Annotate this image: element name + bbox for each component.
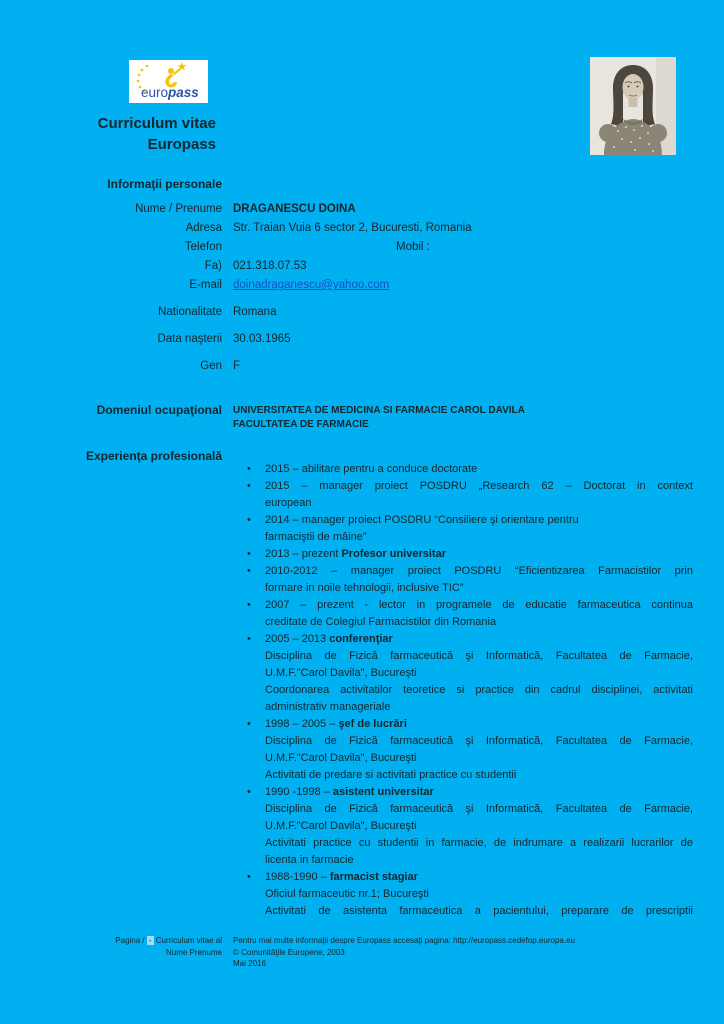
- footer-right: [233, 935, 704, 970]
- personal-row: [0, 279, 694, 292]
- field-value: [233, 360, 694, 373]
- field-value: [233, 260, 694, 273]
- experience-line: Activitati practice cu studentii in farmacie, de indrumare a realizarii lucrarilor de: [265, 837, 693, 849]
- personal-row: [0, 260, 694, 273]
- experience-line: U.M.F."Carol Davila", Bucureşti: [265, 667, 417, 679]
- page-number-field: -: [148, 936, 152, 945]
- personal-row: [0, 333, 694, 346]
- experience-line: farmaciştii de mâine”: [265, 531, 367, 543]
- experience-item: [230, 631, 693, 716]
- email-link[interactable]: doinadraganescu@yahoo.com: [233, 279, 390, 291]
- field-label: Adresa: [185, 222, 222, 234]
- occupational-line2: FACULTATEA DE FARMACIE: [233, 419, 369, 430]
- experience-line: Activitati de predare si activitati practice cu studentii: [265, 769, 517, 781]
- field-label: Gen: [200, 360, 222, 372]
- personal-rows: [0, 203, 694, 379]
- experience-item: [230, 563, 693, 597]
- experience-line: Disciplina de Fizică farmaceutică şi Informatică, Facultatea de Farmacie,: [265, 735, 693, 747]
- experience-line: • 2010-2012 – manager proiect POSDRU “Eficientizarea Farmacistilor prin: [265, 565, 693, 577]
- experience-line: • 1998 – 2005 – şef de lucrări: [265, 718, 407, 730]
- field-value-text: 021.318.07.53: [233, 260, 307, 272]
- personal-row: [0, 222, 694, 235]
- field-value: [233, 203, 694, 216]
- footer-copyright-line: © Comunităţile Europene, 2003: [233, 947, 345, 957]
- experience-line: • 1988-1990 – farmacist stagiar: [265, 871, 418, 883]
- occupational-value: [233, 404, 525, 432]
- europass-logo-graphic: [129, 60, 208, 103]
- portrait-photo: [590, 57, 676, 155]
- field-value: [233, 222, 694, 235]
- field-value: [233, 333, 694, 346]
- footer-name-line: Nume Prenume: [165, 947, 222, 957]
- experience-line: • 2015 – manager proiect POSDRU „Research 62 – Doctorat in context: [265, 480, 693, 492]
- field-value-text: DRAGANESCU DOINA: [233, 203, 356, 215]
- experience-line: formare in noile tehnologii, inclusive TIC”: [265, 582, 464, 594]
- experience-line: creditate de Colegiul Farmacistilor din Romania: [265, 616, 497, 628]
- experience-line: U.M.F."Carol Davila", Bucureşti: [265, 820, 417, 832]
- experience-line: Coordonarea activitatilor teoretice si practice din cadrul disciplinei, activitati: [265, 684, 693, 696]
- footer-info-line: Pentru mai multe informaţii despre Europass accesaţi pagina: http://europass.cedefop.europa.eu: [233, 936, 575, 945]
- experience-line: Disciplina de Fizică farmaceutică şi Informatică, Facultatea de Farmacie,: [265, 650, 693, 662]
- europass-logo: [129, 60, 208, 103]
- experience-line: administrativ manageriale: [265, 701, 391, 713]
- field-label: Telefon: [184, 241, 222, 253]
- experience-item: [230, 546, 693, 563]
- field-label: Nationalitate: [158, 306, 222, 318]
- experience-line: U.M.F."Carol Davila", Bucureşti: [265, 752, 417, 764]
- field-value-text: 30.03.1965: [233, 333, 291, 345]
- field-label: Fa): [204, 260, 222, 272]
- field-label: Nume / Prenume: [135, 203, 222, 215]
- experience-line: • 2007 – prezent - lector in programele de educatie farmaceutica continua: [265, 599, 693, 611]
- footer-date-line: Mai 2016: [233, 959, 266, 968]
- field-value: [233, 241, 694, 254]
- portrait-photo-graphic: [590, 57, 676, 155]
- experience-item: [230, 716, 693, 784]
- experience-line: european: [265, 497, 312, 509]
- field-value: [233, 279, 694, 292]
- field-value-text: Romana: [233, 306, 277, 318]
- experience-line: Disciplina de Fizică farmaceutică şi Informatică, Facultatea de Farmacie,: [265, 803, 693, 815]
- field-label: Data naşterii: [157, 333, 222, 345]
- section-heading-experience: Experienţa profesională: [85, 449, 222, 463]
- page-title-line2: Europass: [147, 136, 216, 153]
- footer-left: [0, 935, 222, 958]
- footer-page-line: Pagina / - Curriculum vitae al: [115, 936, 222, 945]
- experience-item: [230, 784, 693, 869]
- experience-line: • 2014 – manager proiect POSDRU “Consiliere şi orientare pentru: [265, 514, 579, 526]
- experience-line: • 2013 – prezent Profesor universitar: [265, 548, 446, 560]
- experience-line: • 1990 -1998 – asistent universitar: [265, 786, 434, 798]
- personal-row: [0, 360, 694, 373]
- experience-item: [230, 597, 693, 631]
- experience-line: Oficiul farmaceutic nr.1; Bucureşti: [265, 888, 429, 900]
- personal-row: [0, 203, 694, 216]
- experience-line: Activitati de asistenta farmaceutica a pacientului, preparare de prescriptii: [265, 905, 693, 917]
- experience-item: [230, 478, 693, 512]
- experience-item: [230, 461, 693, 478]
- experience-list: [230, 461, 693, 920]
- experience-item: [230, 512, 693, 546]
- experience-line: licenta in farmacie: [265, 854, 354, 866]
- page-title: [0, 113, 216, 155]
- field-value: [233, 306, 694, 319]
- section-heading-occupational: Domeniul ocupaţional: [96, 403, 222, 417]
- field-label: E-mail: [189, 279, 222, 291]
- personal-row: [0, 241, 694, 254]
- experience-line: • 2005 – 2013 conferenţiar: [265, 633, 393, 645]
- section-heading-personal: Informaţii personale: [107, 177, 222, 191]
- experience-item: [230, 869, 693, 920]
- mobil-label: Mobil :: [396, 241, 430, 253]
- logo-wordmark: europass: [141, 85, 199, 100]
- occupational-line1: UNIVERSITATEA DE MEDICINA SI FARMACIE CAROL DAVILA: [233, 405, 525, 416]
- occupational-section: [0, 404, 694, 432]
- personal-row: [0, 306, 694, 319]
- field-value-text: Str. Traian Vuia 6 sector 2, Bucuresti, Romania: [233, 222, 472, 234]
- field-value-text: F: [233, 360, 241, 372]
- experience-line: • 2015 – abilitare pentru a conduce doctorate: [265, 463, 478, 475]
- page-title-line1: Curriculum vitae: [97, 115, 216, 132]
